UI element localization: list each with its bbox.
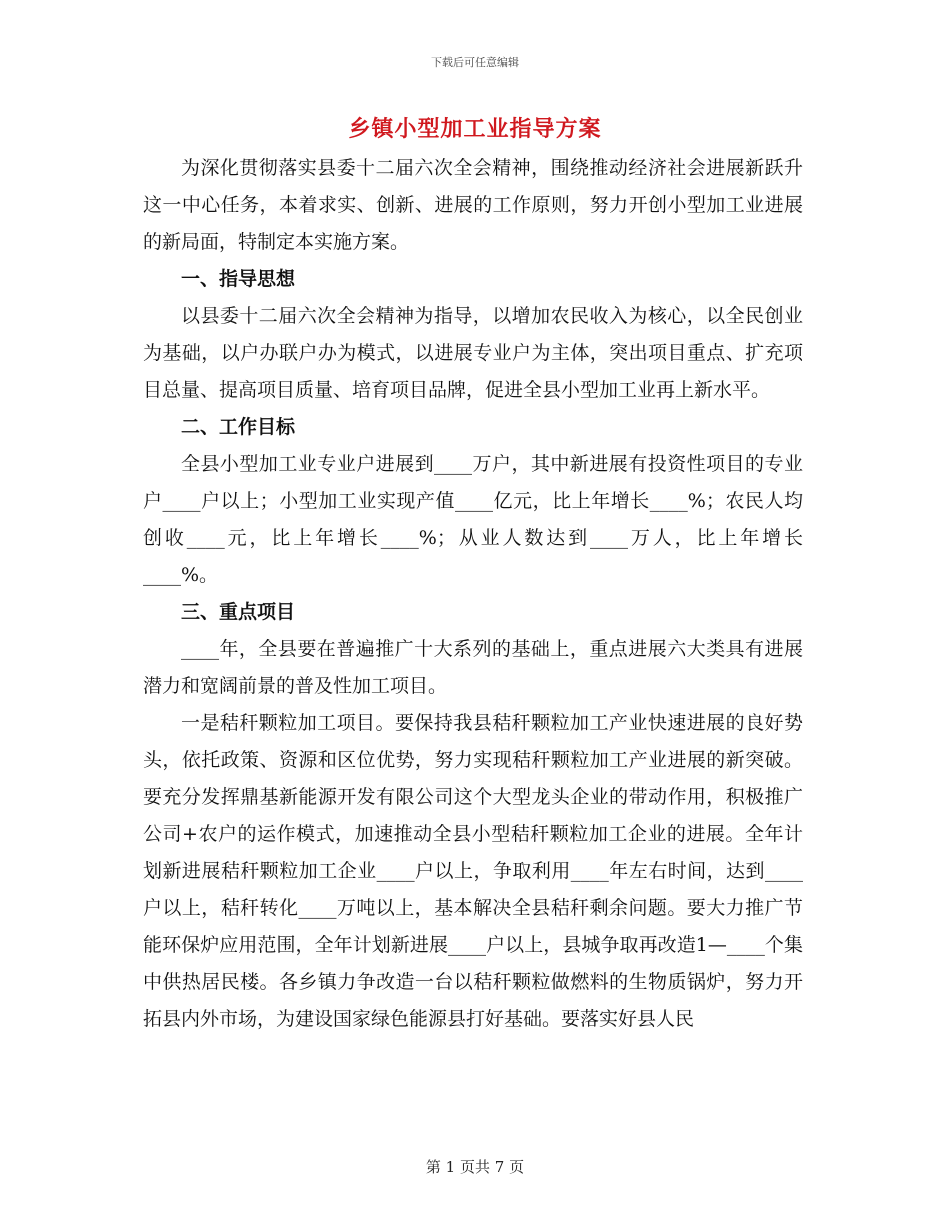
section-heading-work-goals: 二、工作目标 [181, 416, 296, 438]
key-projects-paragraph-1: ____年，全县要在普遍推广十大系列的基础上，重点进展六大类具有进展潜力和宽阔前景的普及性加工项目。 [143, 638, 803, 697]
page-number: 第 1 页共 7 页 [425, 1158, 525, 1176]
work-goals-paragraph: 全县小型加工业专业户进展到____万户，其中新进展有投资性项目的专业户____户以上；小型加工业实现产值____亿元，比上年增长____%；农民人均创收____元，比上年增长____%；从业人数达到____万人，比上年增长____%。 [143, 453, 803, 586]
document-title: 乡镇小型加工业指导方案 [348, 116, 602, 142]
header-note: 下载后可任意编辑 [431, 56, 519, 69]
guiding-ideology-paragraph: 以县委十二届六次全会精神为指导，以增加农民收入为核心，以全民创业为基础，以户办联户办为模式，以进展专业户为主体，突出项目重点、扩充项目总量、提高项目质量、培育项目品牌，促进全县小型加工业再上新水平。 [143, 305, 803, 401]
key-projects-paragraph-2: 一是秸秆颗粒加工项目。要保持我县秸秆颗粒加工产业快速进展的良好势头，依托政策、资源和区位优势，努力实现秸秆颗粒加工产业进展的新突破。要充分发挥鼎基新能源开发有限公司这个大型龙头企业的带动作用，积极推广公司+农户的运作模式，加速推动全县小型秸秆颗粒加工企业的进展。全年计划新进展秸秆颗粒加工企业____户以上，争取利用____年左右时间，达到____户以上，秸秆转化____万吨以上，基本解决全县秸秆剩余问题。要大力推广节能环保炉应用范围，全年计划新进展____户以上，县城争取再改造1—____个集中供热居民楼。各乡镇力争改造一台以秸秆颗粒做燃料的生物质锅炉，努力开拓县内外市场，为建设国家绿色能源县打好基础。要落实好县人民 [143, 712, 803, 1030]
section-heading-guiding-ideology: 一、指导思想 [181, 268, 296, 290]
section-heading-key-projects: 三、重点项目 [181, 601, 296, 623]
document-body [143, 150, 803, 1038]
intro-paragraph: 为深化贯彻落实县委十二届六次全会精神，围绕推动经济社会进展新跃升这一中心任务，本着求实、创新、进展的工作原则，努力开创小型加工业进展的新局面，特制定本实施方案。 [143, 157, 803, 253]
